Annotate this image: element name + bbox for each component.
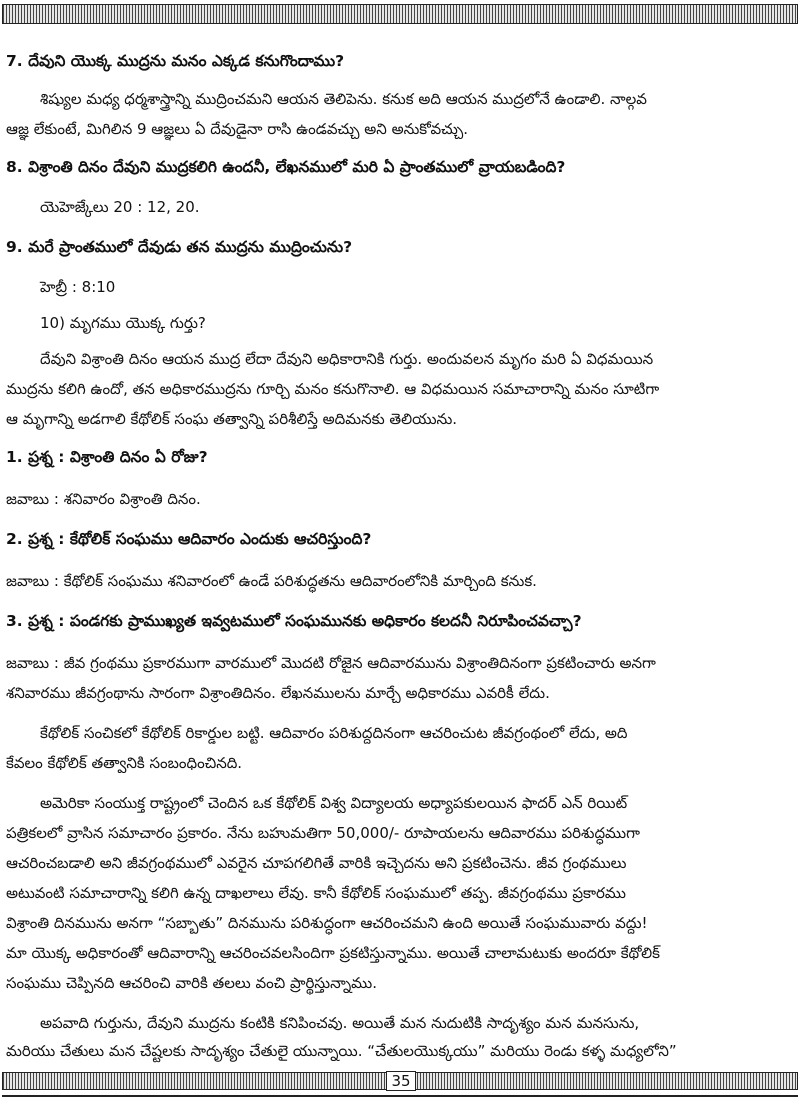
text-line: విశ్రాంతి దినమును అనగా “సబ్బాతు” దినమును పరిశుద్ధంగా ఆచరించమని ఉంది అయితే సంఘమువారు వద్దు! — [6, 914, 648, 932]
page-number: 35 — [386, 1071, 416, 1091]
text-line: సంఘము చెప్పినది ఆచరించి వారికి తలలు వంచి ప్రార్థిస్తున్నాము. — [6, 974, 377, 992]
question-line: 3. ప్రశ్న : పండగకు ప్రాముఖ్యత ఇవ్వటములో సంఘమునకు అధికారం కలదనీ నిరూపించవచ్చా? — [6, 612, 582, 630]
text-line: యెహెజ్కేలు 20 : 12, 20. — [40, 198, 200, 216]
text-line: ముద్రను కలిగి ఉందో, తన అధికారముద్రను గూర్చి మనం కనుగొనాలి. ఆ విధమయిన సమాచారాన్ని మనం సూటిగా — [6, 380, 660, 398]
text-line: ఆజ్ఞ లేకుంటే, మిగిలిన 9 ఆజ్ఞలు ఏ దేవుడైనా రాసి ఉండవచ్చు అని అనుకోవచ్చు. — [6, 120, 468, 138]
question-line: 8. విశ్రాంతి దినం దేవుని ముద్రకలిగి ఉందనీ, లేఖనములో మరి ఏ ప్రాంతములో వ్రాయబడింది? — [6, 158, 566, 176]
text-line: 10) మృగము యొక్క గుర్తు? — [40, 314, 206, 332]
text-line: జవాబు : జీవ గ్రంథము ప్రకారముగా వారములో మొదటి రోజైన ఆదివారమును విశ్రాంతిదినంగా ప్రకటించారు అనగా — [6, 654, 656, 672]
question-line: 1. ప్రశ్న : విశ్రాంతి దినం ఏ రోజు? — [6, 448, 208, 466]
text-line: శనివారము జీవగ్రంథాను సారంగా విశ్రాంతిదినం. లేఖనములను మార్చే అధికారము ఎవరికీ లేదు. — [6, 684, 550, 702]
text-line: ఆచరించబడాలి అని జీవగ్రంథములో ఎవరైన చూపగలిగితే వారికి ఇచ్చెదను అని ప్రకటించెను. జీవ గ్రంథములు — [6, 854, 627, 872]
text-line: పత్రికలలో వ్రాసిన సమాచారం ప్రకారం. నేను బహుమతిగా 50,000/- రూపాయలను ఆదివారము పరిశుద్ధముగా — [6, 824, 640, 842]
question-line: 9. మరే ప్రాంతములో దేవుడు తన ముద్రను ముద్రించును? — [6, 238, 353, 256]
header-border — [2, 4, 798, 24]
text-line: కేవలం కేథోలిక్ తత్వానికి సంబంధించినది. — [6, 754, 243, 772]
text-line: కేథోలిక్ సంచికలో కేథోలిక్ రికార్డుల బట్టి. ఆదివారం పరిశుద్దదినంగా ఆచరించుట జీవగ్రంథంలో లేదు, అది — [40, 724, 628, 742]
text-line: జవాబు : కేథోలిక్ సంఘము శనివారంలో ఉండే పరిశుద్ధతను ఆదివారంలోనికి మార్చింది కనుక. — [6, 572, 537, 590]
text-line: అటువంటి సమాచారాన్ని కలిగి ఉన్న దాఖలాలు లేవు. కానీ కేథోలిక్ సంఘములో తప్ప. జీవగ్రంథము ప్రకారము — [6, 884, 626, 902]
page-body — [0, 30, 800, 1068]
text-line: ఆ మృగాన్ని అడగాలి కేథోలిక్ సంఘ తత్వాన్ని పరిశీలిస్తే అదిమనకు తెలియును. — [6, 410, 458, 428]
text-line: అమెరికా సంయుక్త రాష్ట్రంలో చెందిన ఒక కేథోలిక్ విశ్వ విద్యాలయ అధ్యాపకులయిన ఫాదర్ ఎన్ రియిట్ — [40, 794, 628, 812]
text-line: మరియు చేతులు మన చేష్టలకు సాదృశ్యం చేతులై యున్నాయి. “చేతులయొక్కయు” మరియు రెండు కళ్ళ మధ్యలోని” — [6, 1042, 677, 1060]
text-line: అపవాది గుర్తును, దేవుని ముద్రను కంటికి కనిపించవు. అయితే మన నుదుటికి సాదృశ్యం మన మనసును, — [40, 1014, 640, 1032]
question-line: 2. ప్రశ్న : కేథోలిక్ సంఘము ఆదివారం ఎందుకు ఆచరిస్తుంది? — [6, 530, 372, 548]
text-line: హెబ్రీ : 8:10 — [40, 278, 116, 296]
footer-rule — [2, 1095, 798, 1097]
text-line: జవాబు : శనివారం విశ్రాంతి దినం. — [6, 490, 201, 508]
text-line: శిష్యుల మధ్య ధర్మశాస్త్రాన్ని ముద్రించమని ఆయన తెలిపెను. కనుక అది ఆయన ముద్రలోనే ఉండాలి. నాల్గవ — [40, 90, 647, 108]
text-line: మా యొక్క అధికారంతో ఆదివారాన్ని ఆచరించవలసిందిగా ప్రకటిస్తున్నాము. అయితే చాలామటుకు అందరూ కేథోలిక్ — [6, 944, 660, 962]
question-line: 7. దేవుని యొక్క ముద్రను మనం ఎక్కడ కనుగొందాము? — [6, 52, 345, 70]
text-line: దేవుని విశ్రాంతి దినం ఆయన ముద్ర లేదా దేవుని అధికారానికి గుర్తు. అందువలన మృగం మరి ఏ విధమయిన — [40, 350, 654, 368]
